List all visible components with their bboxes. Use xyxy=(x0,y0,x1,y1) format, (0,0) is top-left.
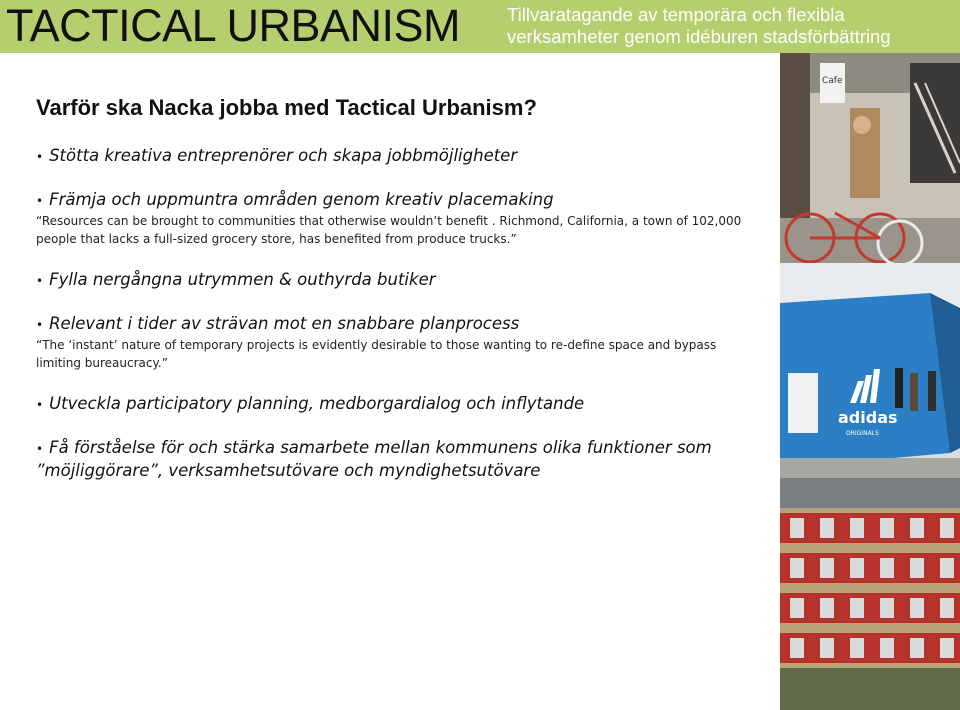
list-item xyxy=(36,145,751,168)
adidas-sub-text: ORIGINALS xyxy=(846,430,879,437)
bullet-text: Stötta kreativa entreprenörer och skapa jobbmöjligheter xyxy=(49,146,518,165)
page-title: TACTICAL URBANISM xyxy=(6,0,461,51)
bullet-dot-icon: • xyxy=(36,194,44,208)
list-item xyxy=(36,393,751,416)
list-item xyxy=(36,437,751,482)
quote-text: “Resources can be brought to communities that otherwise wouldn’t benefit . Richmond, California, a town of 102,000 people that lacks a full-sized grocery store, has benefited from produce trucks.” xyxy=(36,214,742,246)
bullet-dot-icon: • xyxy=(36,398,44,412)
bullet-text: Utveckla participatory planning, medborgardialog och inflytande xyxy=(49,394,585,413)
container-housing-photo xyxy=(780,478,960,710)
slide-content xyxy=(36,95,751,503)
bullet-text: Få förståelse för och stärka samarbete mellan kommunens olika funktioner som ”möjliggörare”, verksamhetsutövare och myndighetsutövare xyxy=(36,438,712,480)
quote-text: “The ‘instant’ nature of temporary projects is evidently desirable to those wanting to re-define space and bypass limiting bureaucracy.” xyxy=(36,338,717,370)
bike-shop-photo xyxy=(780,53,960,263)
page-subtitle xyxy=(507,4,891,48)
list-item xyxy=(36,313,751,372)
bullet-dot-icon: • xyxy=(36,150,44,164)
list-item xyxy=(36,189,751,248)
subtitle-line-2: verksamheter genom idéburen stadsförbättring xyxy=(507,26,891,47)
bullet-dot-icon: • xyxy=(36,442,44,456)
header-bar xyxy=(0,0,960,53)
adidas-container-photo xyxy=(780,263,960,478)
bullet-dot-icon: • xyxy=(36,274,44,288)
subtitle-line-1: Tillvaratagande av temporära och flexibla xyxy=(507,4,845,25)
section-heading: Varför ska Nacka jobba med Tactical Urbanism? xyxy=(36,95,537,120)
photo-column xyxy=(780,53,960,710)
cafe-sign-text: Cafe xyxy=(822,76,843,86)
bullet-text: Relevant i tider av strävan mot en snabbare planprocess xyxy=(49,314,520,333)
bullet-text: Fylla nergångna utrymmen & outhyrda butiker xyxy=(49,270,436,289)
bullet-dot-icon: • xyxy=(36,318,44,332)
bullet-text: Främja och uppmuntra områden genom kreativ placemaking xyxy=(49,190,554,209)
adidas-brand-text: adidas xyxy=(838,408,898,427)
list-item xyxy=(36,269,751,292)
